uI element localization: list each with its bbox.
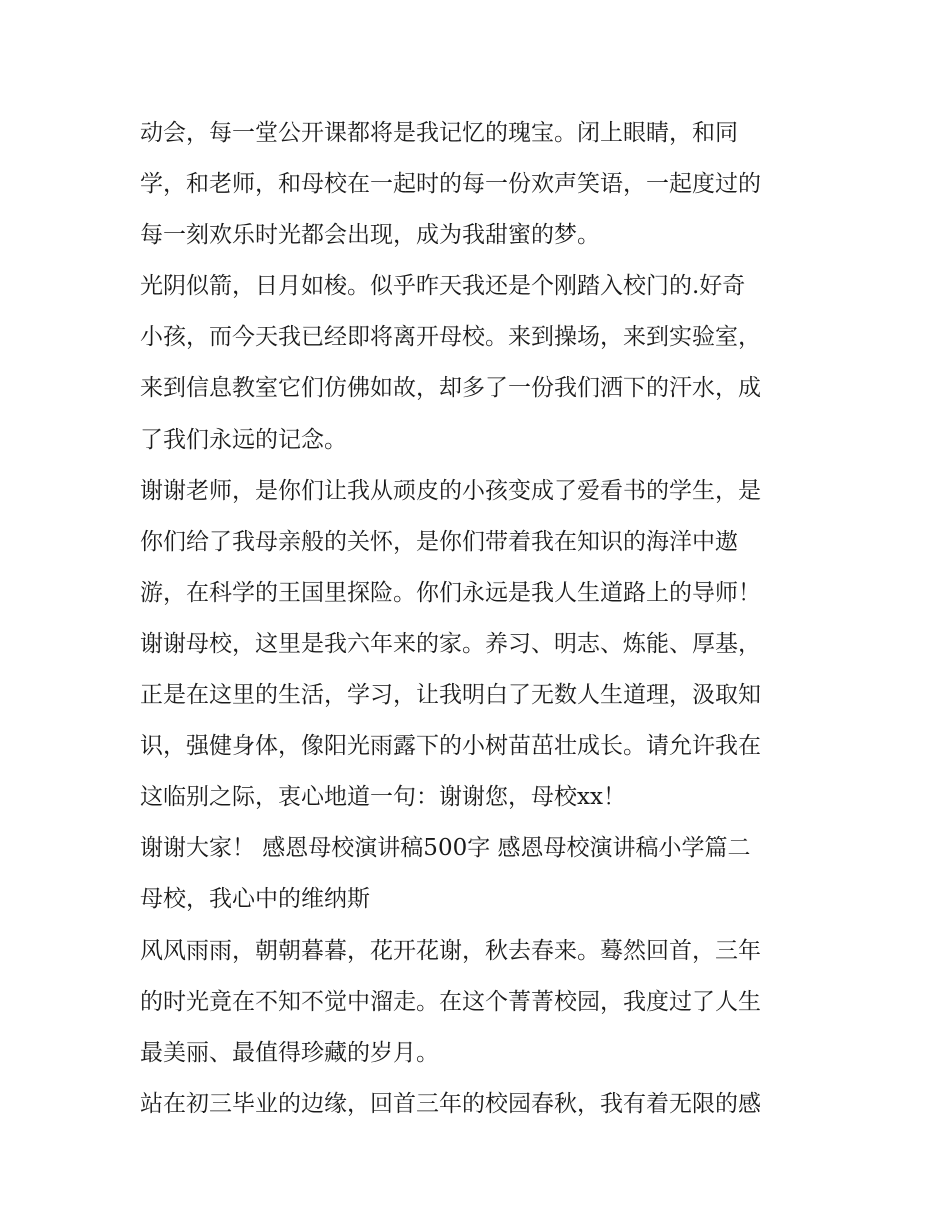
text-line: 你们给了我母亲般的关怀，是你们带着我在知识的海洋中遨 [140, 528, 738, 555]
text-line: 动会，每一堂公开课都将是我记忆的瑰宝。闭上眼睛，和同 [140, 120, 738, 146]
text-line: 小孩，而今天我已经即将离开母校。来到操场，来到实验室， [140, 324, 761, 351]
text-line: 母校，我心中的维纳斯 [140, 886, 370, 913]
text-line: 正是在这里的生活，学习，让我明白了无数人生道理，汲取知 [140, 682, 761, 709]
text-line: 了我们永远的记念。 [140, 426, 347, 453]
text-line: 游，在科学的王国里探险。你们永远是我人生道路上的导师！ [140, 579, 761, 606]
document-body [140, 108, 830, 1130]
text-line: 来到信息教室它们仿佛如故，却多了一份我们洒下的汗水，成 [140, 375, 761, 402]
text-line: 每一刻欢乐时光都会出现，成为我甜蜜的梦。 [140, 222, 600, 249]
text-line: 的时光竟在不知不觉中溜走。在这个菁菁校园，我度过了人生 [140, 988, 761, 1015]
text-line: 学，和老师，和母校在一起时的每一份欢声笑语，一起度过的 [140, 171, 761, 198]
text-line: 识，强健身体，像阳光雨露下的小树苗茁壮成长。请允许我在 [140, 733, 761, 760]
text-line: 最美丽、最值得珍藏的岁月。 [140, 1039, 439, 1066]
text-line: 站在初三毕业的边缘，回首三年的校园春秋，我有着无限的感 [140, 1090, 761, 1117]
text-line: 谢谢老师，是你们让我从顽皮的小孩变成了爱看书的学生，是 [140, 477, 761, 504]
text-line: 这临别之际，衷心地道一句：谢谢您，母校xx！ [140, 784, 626, 811]
text-line: 谢谢母校，这里是我六年来的家。养习、明志、炼能、厚基， [140, 630, 761, 657]
text-line: 光阴似箭，日月如梭。似乎昨天我还是个刚踏入校门的.好奇 [140, 273, 746, 300]
text-line: 风风雨雨，朝朝暮暮，花开花谢，秋去春来。蓦然回首，三年 [140, 937, 761, 964]
text-line: 谢谢大家！ 感恩母校演讲稿500字 感恩母校演讲稿小学篇二 [140, 835, 751, 862]
